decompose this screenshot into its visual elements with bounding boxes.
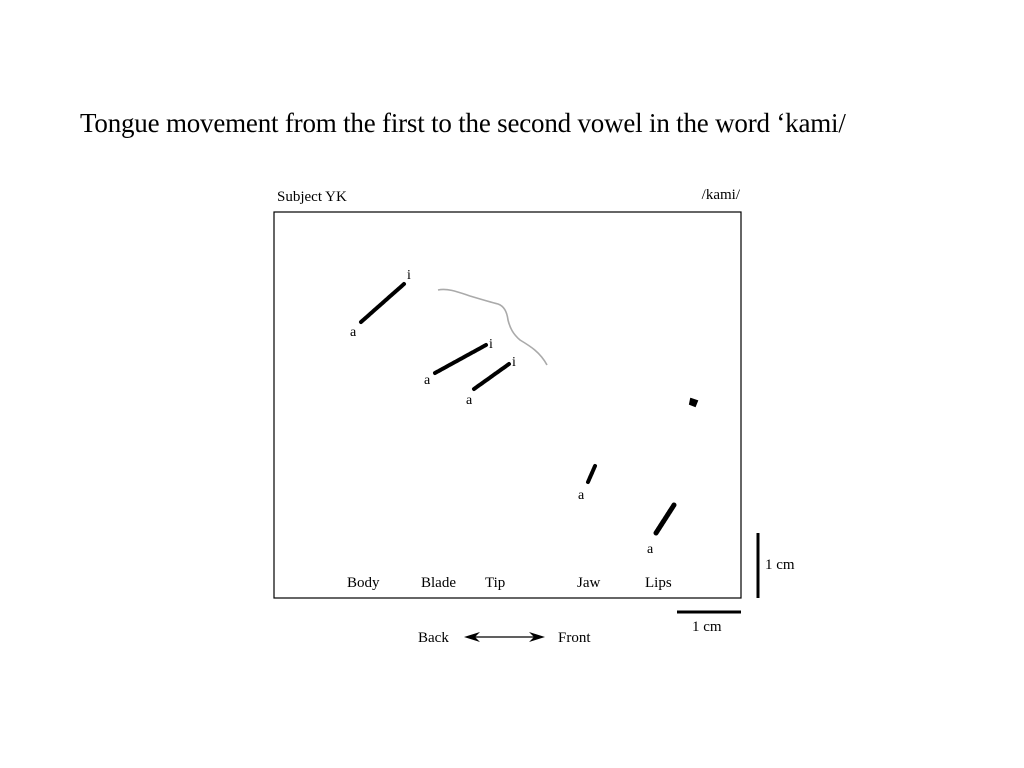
body-start-vowel: a	[350, 325, 357, 340]
label-body: Body	[347, 575, 380, 591]
body-trajectory	[361, 284, 404, 322]
vertical-scale-label: 1 cm	[765, 557, 795, 573]
blade-trajectory	[435, 345, 486, 373]
body-end-vowel: i	[407, 268, 411, 283]
label-tip: Tip	[485, 575, 506, 591]
direction-front-label: Front	[558, 630, 591, 646]
subject-label: Subject YK	[277, 189, 347, 205]
blade-end-vowel: i	[489, 337, 493, 352]
horizontal-scale-label: 1 cm	[692, 619, 722, 635]
plot-frame	[274, 212, 741, 598]
lips-start-vowel: a	[647, 542, 654, 557]
label-lips: Lips	[645, 575, 672, 591]
blade-start-vowel: a	[424, 373, 431, 388]
label-jaw: Jaw	[577, 575, 601, 591]
palate-outline	[438, 289, 547, 365]
jaw-trajectory	[588, 466, 595, 482]
reference-marker	[690, 399, 697, 406]
label-blade: Blade	[421, 575, 456, 591]
jaw-start-vowel: a	[578, 488, 585, 503]
tip-start-vowel: a	[466, 393, 473, 408]
direction-back-label: Back	[418, 630, 449, 646]
tip-end-vowel: i	[512, 355, 516, 370]
slide-title: Tongue movement from the first to the second vowel in the word ‘kami/	[80, 108, 846, 138]
tip-trajectory	[474, 364, 509, 389]
word-label: /kami/	[701, 187, 740, 203]
lips-trajectory	[656, 505, 674, 533]
